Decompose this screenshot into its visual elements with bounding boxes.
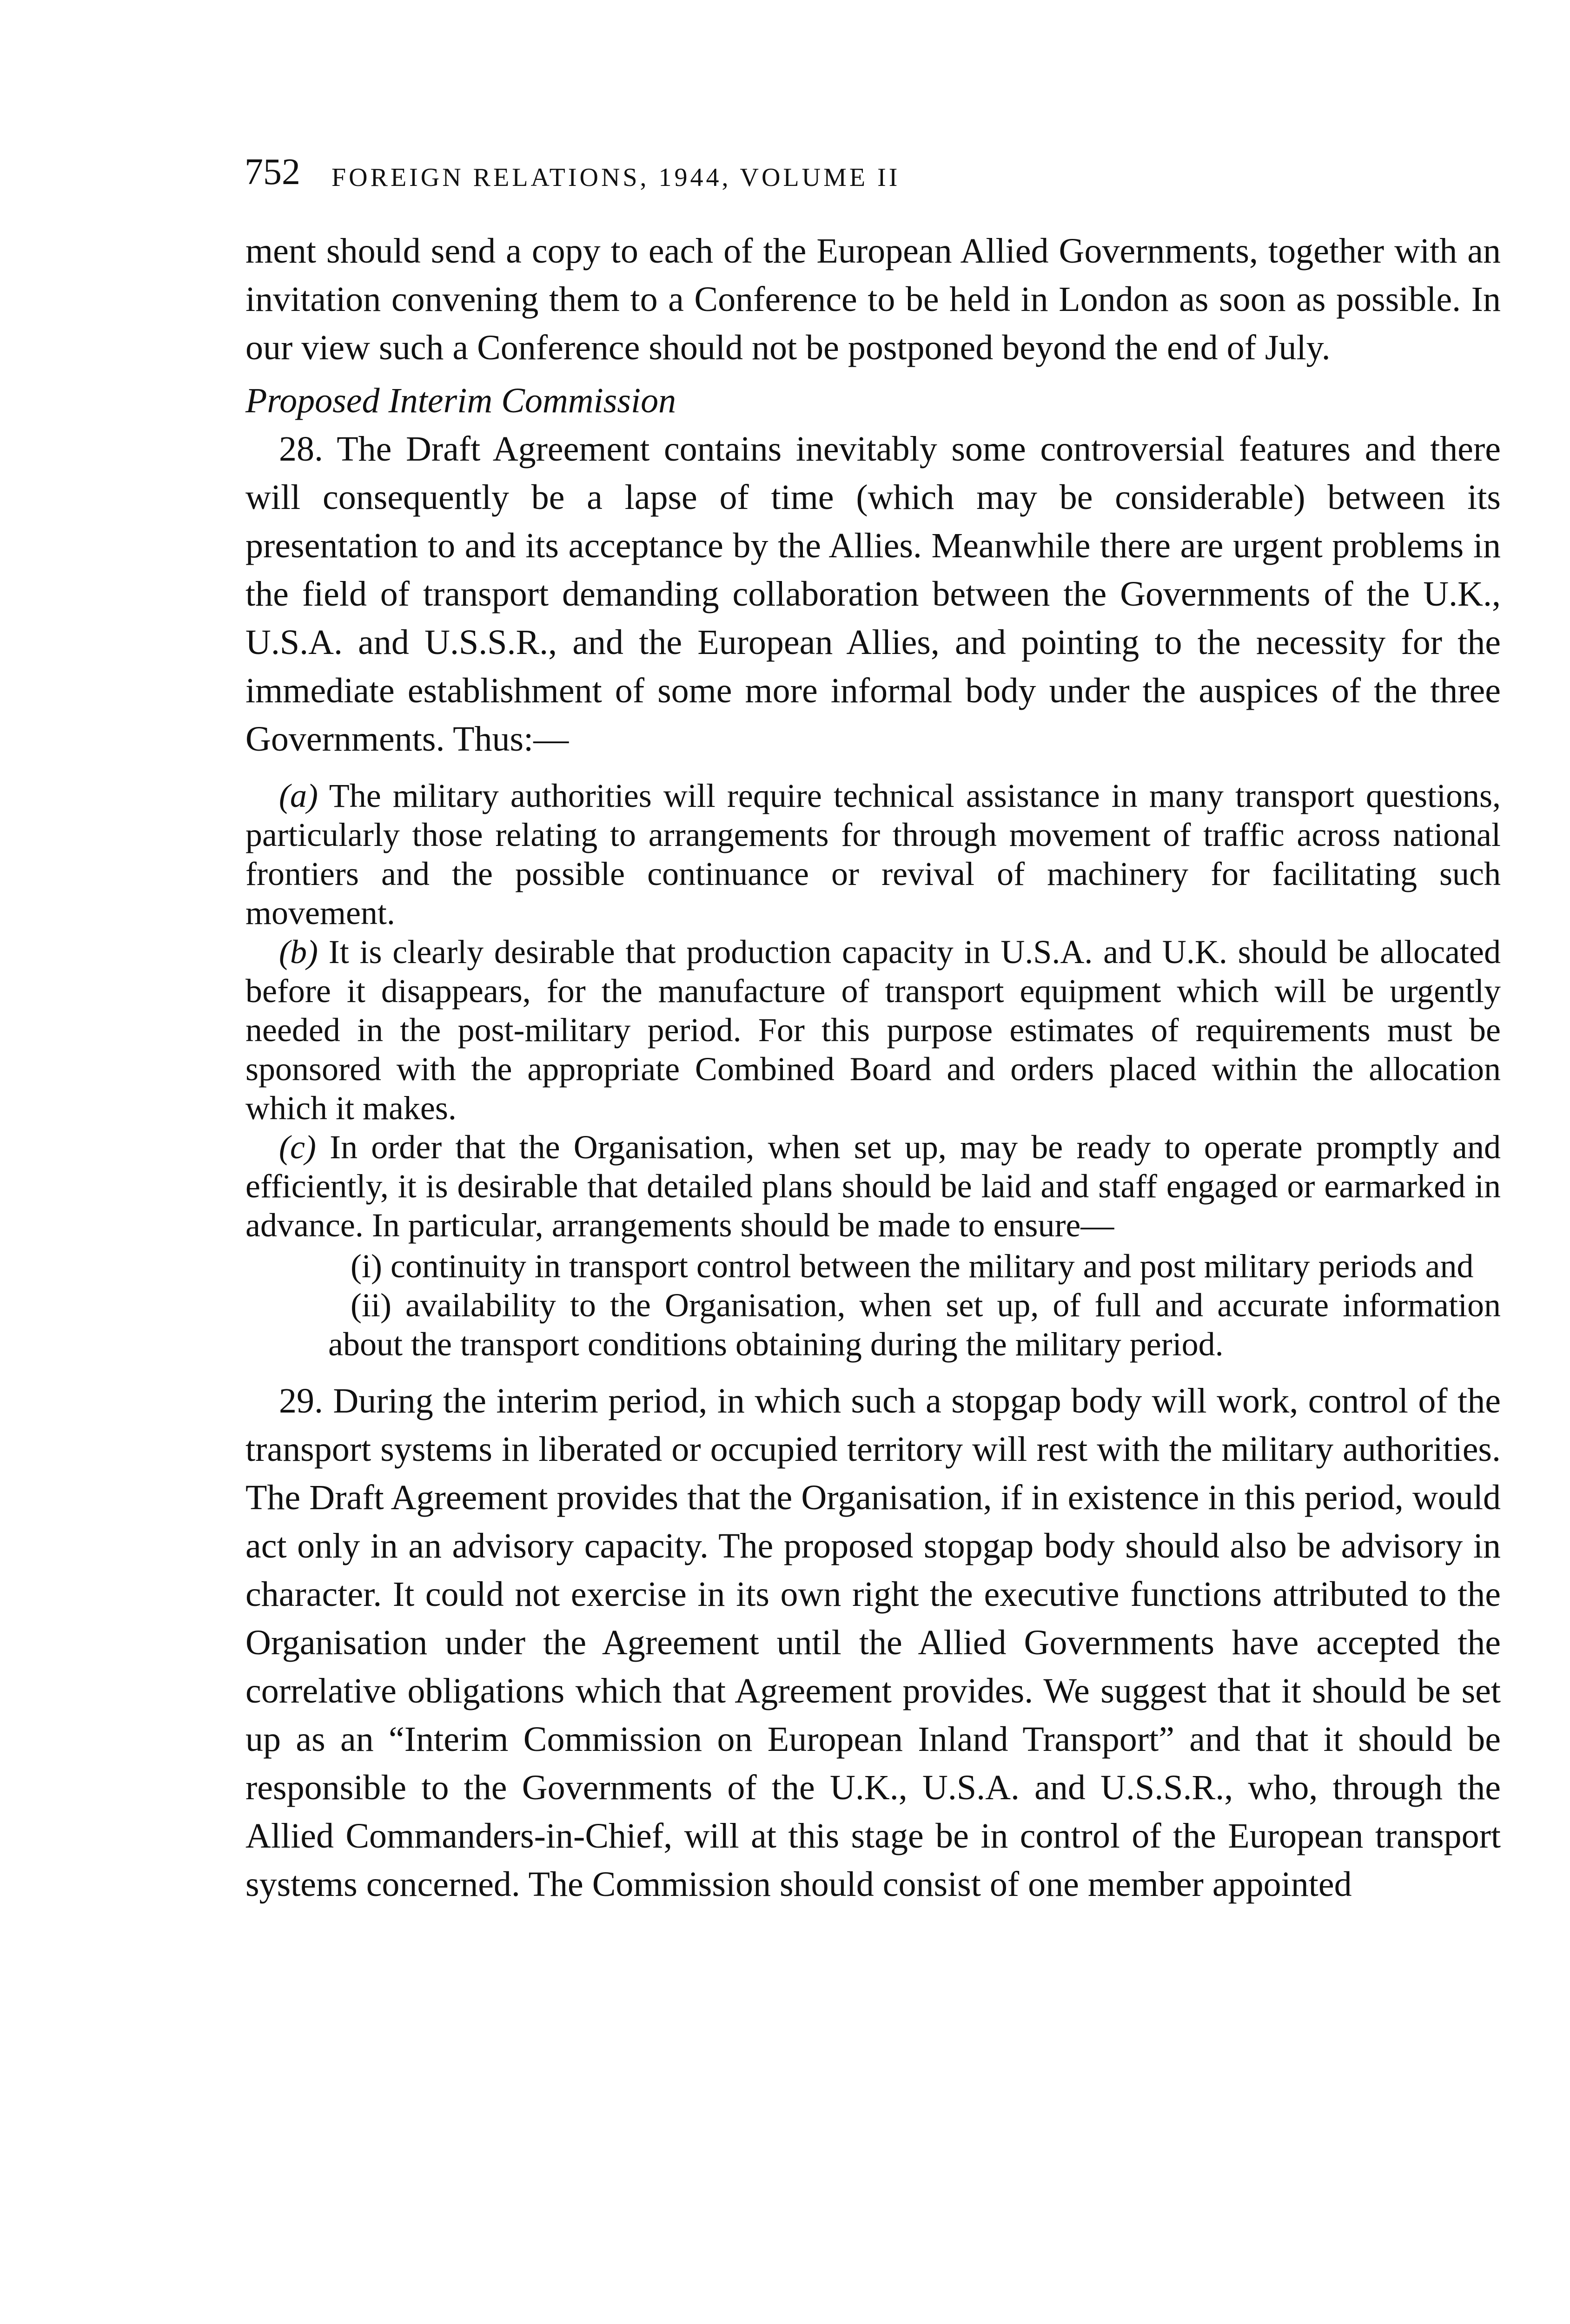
subparagraph-c-label: (c) (279, 1129, 316, 1166)
subparagraph-a-text: The military authorities will require technical assistance in many transport questions, particularly those relating to arrangements for through movement of traffic across national frontiers and the possible continuance or revival of machinery for facilitating such movement. (245, 777, 1501, 931)
subparagraph-b (245, 932, 1501, 1128)
section-heading: Proposed Interim Commission (245, 381, 676, 420)
running-head: FOREIGN RELATIONS, 1944, VOLUME II (331, 163, 901, 192)
subparagraph-ii: (ii) availability to the Organisation, when set up, of full and accurate information about the transport conditions obtaining during the military period. (328, 1287, 1501, 1363)
paragraph-29: 29. During the interim period, in which such a stopgap body will work, control of the transport systems in liberated or occupied territory will rest with the military authorities. The Draft Agreement provides that the Organisation, if in existence in this period, would act only in an advisory capacity. The proposed stopgap body should also be advisory in character. It could not exercise in its own right the executive functions attributed to the Organisation under the Agreement until the Allied Governments have accepted the correlative obligations which that Agreement provides. We suggest that it should be set up as an “Interim Commission on European Inland Transport” and that it should be responsible to the Governments of the U.K., U.S.A. and U.S.S.R., who, through the Allied Commanders-in-Chief, will at this stage be in control of the European transport systems concerned. The Commission should consist of one member appointed (245, 1381, 1501, 1904)
page-header (245, 153, 1501, 205)
subparagraph-a (245, 776, 1501, 932)
subparagraph-c (245, 1128, 1501, 1245)
subparagraph-c-text: In order that the Organisation, when set up, may be ready to operate promptly and efficiently, it is desirable that detailed plans should be laid and staff engaged or earmarked in advance. In particular, arrangements should be made to ensure— (245, 1129, 1501, 1244)
subparagraph-b-text: It is clearly desirable that production capacity in U.S.A. and U.K. should be allocated before it disappears, for the manufacture of transport equipment which will be urgently needed in the post-military period. For this purpose estimates of requirements must be sponsored with the appropriate Combined Board and orders placed within the allocation which it makes. (245, 933, 1501, 1127)
continuation-paragraph: ment should send a copy to each of the European Allied Governments, together with an invitation convening them to a Conference to be held in London as soon as possible. In our view such a Conference should not be postponed beyond the end of July. (245, 231, 1501, 367)
subparagraph-a-label: (a) (279, 777, 318, 814)
subparagraph-b-label: (b) (279, 933, 318, 971)
subparagraph-i: (i) continuity in transport control between the military and post military periods and (351, 1248, 1474, 1285)
document-page (245, 153, 1501, 1908)
paragraph-28: 28. The Draft Agreement contains inevitably some controversial features and there will consequently be a lapse of time (which may be considerable) between its presentation to and its acceptance by the Allies. Meanwhile there are urgent problems in the field of transport demanding collaboration between the Governments of the U.K., U.S.A. and U.S.S.R., and the European Allies, and pointing to the necessity for the immediate establishment of some more informal body under the auspices of the three Governments. Thus:— (245, 429, 1501, 759)
page-number: 752 (245, 152, 300, 192)
